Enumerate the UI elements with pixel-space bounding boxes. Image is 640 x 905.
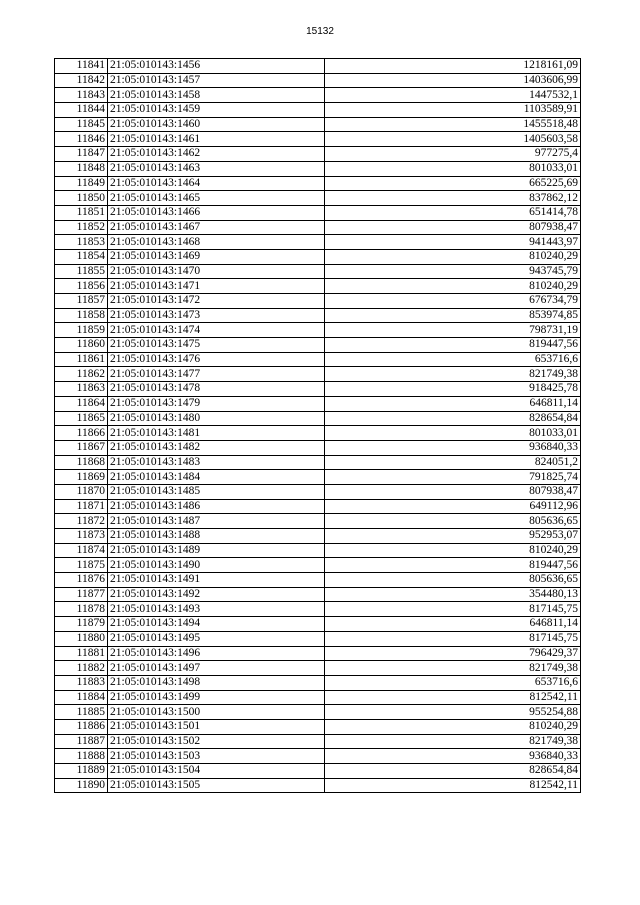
cadastral-value-cell: 810240,29 (325, 279, 581, 294)
table-row (55, 514, 581, 529)
cadastral-number-cell: 21:05:010143:1459 (108, 103, 325, 118)
cadastral-number-cell: 21:05:010143:1504 (108, 764, 325, 779)
table-row (55, 323, 581, 338)
cadastral-number-cell: 21:05:010143:1485 (108, 484, 325, 499)
row-number-cell: 11878 (55, 602, 108, 617)
cadastral-number-cell: 21:05:010143:1495 (108, 631, 325, 646)
table-row (55, 470, 581, 485)
cadastral-number-cell: 21:05:010143:1487 (108, 514, 325, 529)
cadastral-value-cell: 936840,33 (325, 440, 581, 455)
cadastral-number-cell: 21:05:010143:1497 (108, 661, 325, 676)
cadastral-number-cell: 21:05:010143:1456 (108, 59, 325, 74)
cadastral-value-cell: 676734,79 (325, 294, 581, 309)
cadastral-number-cell: 21:05:010143:1481 (108, 426, 325, 441)
cadastral-number-cell: 21:05:010143:1474 (108, 323, 325, 338)
cadastral-number-cell: 21:05:010143:1502 (108, 734, 325, 749)
row-number-cell: 11868 (55, 455, 108, 470)
cadastral-number-cell: 21:05:010143:1490 (108, 558, 325, 573)
cadastral-number-cell: 21:05:010143:1498 (108, 675, 325, 690)
table-row (55, 719, 581, 734)
row-number-cell: 11885 (55, 705, 108, 720)
cadastral-number-cell: 21:05:010143:1496 (108, 646, 325, 661)
cadastral-number-cell: 21:05:010143:1462 (108, 147, 325, 162)
cadastral-value-cell: 977275,4 (325, 147, 581, 162)
row-number-cell: 11845 (55, 117, 108, 132)
cadastral-value-cell: 817145,75 (325, 631, 581, 646)
cadastral-value-cell: 1405603,58 (325, 132, 581, 147)
row-number-cell: 11872 (55, 514, 108, 529)
table-row (55, 573, 581, 588)
cadastral-number-cell: 21:05:010143:1501 (108, 719, 325, 734)
cadastral-number-cell: 21:05:010143:1467 (108, 220, 325, 235)
row-number-cell: 11851 (55, 205, 108, 220)
cadastral-number-cell: 21:05:010143:1482 (108, 440, 325, 455)
row-number-cell: 11867 (55, 440, 108, 455)
cadastral-value-cell: 824051,2 (325, 455, 581, 470)
cadastral-value-cell: 1455518,48 (325, 117, 581, 132)
row-number-cell: 11852 (55, 220, 108, 235)
cadastral-number-cell: 21:05:010143:1483 (108, 455, 325, 470)
cadastral-number-cell: 21:05:010143:1500 (108, 705, 325, 720)
row-number-cell: 11858 (55, 308, 108, 323)
row-number-cell: 11877 (55, 587, 108, 602)
cadastral-value-cell: 941443,97 (325, 235, 581, 250)
table-row (55, 147, 581, 162)
table-body (55, 59, 581, 793)
table-row (55, 161, 581, 176)
cadastral-number-cell: 21:05:010143:1472 (108, 294, 325, 309)
cadastral-number-cell: 21:05:010143:1473 (108, 308, 325, 323)
table-row (55, 191, 581, 206)
row-number-cell: 11883 (55, 675, 108, 690)
cadastral-value-table (54, 58, 581, 793)
cadastral-number-cell: 21:05:010143:1461 (108, 132, 325, 147)
row-number-cell: 11859 (55, 323, 108, 338)
table-row (55, 411, 581, 426)
cadastral-value-cell: 819447,56 (325, 558, 581, 573)
table-row (55, 382, 581, 397)
row-number-cell: 11856 (55, 279, 108, 294)
table-row (55, 587, 581, 602)
table-row (55, 249, 581, 264)
table-row (55, 631, 581, 646)
table-row (55, 675, 581, 690)
row-number-cell: 11854 (55, 249, 108, 264)
cadastral-value-cell: 649112,96 (325, 499, 581, 514)
table-row (55, 734, 581, 749)
table-row (55, 205, 581, 220)
row-number-cell: 11886 (55, 719, 108, 734)
cadastral-value-cell: 955254,88 (325, 705, 581, 720)
cadastral-number-cell: 21:05:010143:1457 (108, 73, 325, 88)
cadastral-number-cell: 21:05:010143:1458 (108, 88, 325, 103)
cadastral-value-cell: 646811,14 (325, 617, 581, 632)
table-row (55, 749, 581, 764)
row-number-cell: 11880 (55, 631, 108, 646)
table-row (55, 235, 581, 250)
cadastral-number-cell: 21:05:010143:1492 (108, 587, 325, 602)
cadastral-number-cell: 21:05:010143:1479 (108, 396, 325, 411)
table-row (55, 88, 581, 103)
row-number-cell: 11871 (55, 499, 108, 514)
row-number-cell: 11865 (55, 411, 108, 426)
table-row (55, 705, 581, 720)
page-number: 15132 (306, 26, 334, 37)
row-number-cell: 11864 (55, 396, 108, 411)
table-row (55, 176, 581, 191)
cadastral-value-cell: 805636,65 (325, 573, 581, 588)
table-row (55, 529, 581, 544)
table-row (55, 367, 581, 382)
cadastral-value-cell: 821749,38 (325, 734, 581, 749)
cadastral-value-cell: 943745,79 (325, 264, 581, 279)
cadastral-number-cell: 21:05:010143:1503 (108, 749, 325, 764)
table-row (55, 764, 581, 779)
cadastral-value-cell: 1403606,99 (325, 73, 581, 88)
row-number-cell: 11884 (55, 690, 108, 705)
cadastral-number-cell: 21:05:010143:1491 (108, 573, 325, 588)
cadastral-value-cell: 810240,29 (325, 719, 581, 734)
cadastral-number-cell: 21:05:010143:1505 (108, 778, 325, 793)
cadastral-value-cell: 651414,78 (325, 205, 581, 220)
cadastral-value-cell: 821749,38 (325, 367, 581, 382)
row-number-cell: 11879 (55, 617, 108, 632)
row-number-cell: 11863 (55, 382, 108, 397)
row-number-cell: 11848 (55, 161, 108, 176)
table-row (55, 426, 581, 441)
cadastral-value-cell: 807938,47 (325, 220, 581, 235)
table-row (55, 338, 581, 353)
cadastral-value-cell: 807938,47 (325, 484, 581, 499)
cadastral-value-cell: 653716,6 (325, 352, 581, 367)
cadastral-number-cell: 21:05:010143:1466 (108, 205, 325, 220)
table-row (55, 279, 581, 294)
row-number-cell: 11875 (55, 558, 108, 573)
row-number-cell: 11876 (55, 573, 108, 588)
cadastral-value-cell: 828654,84 (325, 764, 581, 779)
cadastral-value-cell: 801033,01 (325, 161, 581, 176)
row-number-cell: 11860 (55, 338, 108, 353)
table-row (55, 617, 581, 632)
table-row (55, 455, 581, 470)
table-row (55, 558, 581, 573)
cadastral-value-cell: 936840,33 (325, 749, 581, 764)
cadastral-value-cell: 810240,29 (325, 249, 581, 264)
table-row (55, 220, 581, 235)
table-row (55, 484, 581, 499)
cadastral-value-cell: 665225,69 (325, 176, 581, 191)
row-number-cell: 11846 (55, 132, 108, 147)
table-row (55, 294, 581, 309)
cadastral-value-cell: 1447532,1 (325, 88, 581, 103)
cadastral-value-cell: 354480,13 (325, 587, 581, 602)
cadastral-number-cell: 21:05:010143:1486 (108, 499, 325, 514)
row-number-cell: 11866 (55, 426, 108, 441)
row-number-cell: 11847 (55, 147, 108, 162)
table-row (55, 690, 581, 705)
cadastral-value-cell: 805636,65 (325, 514, 581, 529)
cadastral-number-cell: 21:05:010143:1480 (108, 411, 325, 426)
row-number-cell: 11843 (55, 88, 108, 103)
cadastral-value-cell: 812542,11 (325, 690, 581, 705)
cadastral-number-cell: 21:05:010143:1469 (108, 249, 325, 264)
table-row (55, 132, 581, 147)
table-row (55, 117, 581, 132)
cadastral-number-cell: 21:05:010143:1465 (108, 191, 325, 206)
table-row (55, 103, 581, 118)
row-number-cell: 11841 (55, 59, 108, 74)
cadastral-value-cell: 837862,12 (325, 191, 581, 206)
cadastral-value-cell: 918425,78 (325, 382, 581, 397)
cadastral-number-cell: 21:05:010143:1478 (108, 382, 325, 397)
row-number-cell: 11882 (55, 661, 108, 676)
row-number-cell: 11870 (55, 484, 108, 499)
row-number-cell: 11857 (55, 294, 108, 309)
row-number-cell: 11889 (55, 764, 108, 779)
cadastral-number-cell: 21:05:010143:1489 (108, 543, 325, 558)
cadastral-number-cell: 21:05:010143:1477 (108, 367, 325, 382)
cadastral-value-cell: 798731,19 (325, 323, 581, 338)
cadastral-number-cell: 21:05:010143:1494 (108, 617, 325, 632)
table-row (55, 352, 581, 367)
row-number-cell: 11890 (55, 778, 108, 793)
row-number-cell: 11855 (55, 264, 108, 279)
cadastral-value-cell: 1218161,09 (325, 59, 581, 74)
cadastral-number-cell: 21:05:010143:1499 (108, 690, 325, 705)
table-row (55, 264, 581, 279)
cadastral-value-cell: 646811,14 (325, 396, 581, 411)
cadastral-value-cell: 791825,74 (325, 470, 581, 485)
cadastral-value-cell: 653716,6 (325, 675, 581, 690)
row-number-cell: 11869 (55, 470, 108, 485)
row-number-cell: 11873 (55, 529, 108, 544)
cadastral-value-cell: 828654,84 (325, 411, 581, 426)
cadastral-number-cell: 21:05:010143:1475 (108, 338, 325, 353)
row-number-cell: 11844 (55, 103, 108, 118)
table-row (55, 308, 581, 323)
cadastral-number-cell: 21:05:010143:1488 (108, 529, 325, 544)
row-number-cell: 11881 (55, 646, 108, 661)
cadastral-value-cell: 810240,29 (325, 543, 581, 558)
cadastral-number-cell: 21:05:010143:1476 (108, 352, 325, 367)
cadastral-value-cell: 1103589,91 (325, 103, 581, 118)
row-number-cell: 11850 (55, 191, 108, 206)
row-number-cell: 11887 (55, 734, 108, 749)
cadastral-number-cell: 21:05:010143:1464 (108, 176, 325, 191)
cadastral-number-cell: 21:05:010143:1484 (108, 470, 325, 485)
table-row (55, 59, 581, 74)
table-row (55, 661, 581, 676)
table-row (55, 396, 581, 411)
cadastral-value-cell: 796429,37 (325, 646, 581, 661)
cadastral-number-cell: 21:05:010143:1463 (108, 161, 325, 176)
table-row (55, 543, 581, 558)
table-row (55, 778, 581, 793)
table-row (55, 440, 581, 455)
table-row (55, 73, 581, 88)
cadastral-value-cell: 817145,75 (325, 602, 581, 617)
cadastral-number-cell: 21:05:010143:1493 (108, 602, 325, 617)
cadastral-number-cell: 21:05:010143:1470 (108, 264, 325, 279)
table-row (55, 499, 581, 514)
row-number-cell: 11849 (55, 176, 108, 191)
row-number-cell: 11861 (55, 352, 108, 367)
cadastral-number-cell: 21:05:010143:1471 (108, 279, 325, 294)
row-number-cell: 11888 (55, 749, 108, 764)
table-row (55, 646, 581, 661)
row-number-cell: 11862 (55, 367, 108, 382)
cadastral-value-cell: 853974,85 (325, 308, 581, 323)
row-number-cell: 11874 (55, 543, 108, 558)
row-number-cell: 11842 (55, 73, 108, 88)
cadastral-value-cell: 801033,01 (325, 426, 581, 441)
cadastral-value-cell: 821749,38 (325, 661, 581, 676)
table-row (55, 602, 581, 617)
cadastral-number-cell: 21:05:010143:1468 (108, 235, 325, 250)
cadastral-value-cell: 819447,56 (325, 338, 581, 353)
cadastral-value-cell: 812542,11 (325, 778, 581, 793)
cadastral-value-cell: 952953,07 (325, 529, 581, 544)
cadastral-number-cell: 21:05:010143:1460 (108, 117, 325, 132)
row-number-cell: 11853 (55, 235, 108, 250)
